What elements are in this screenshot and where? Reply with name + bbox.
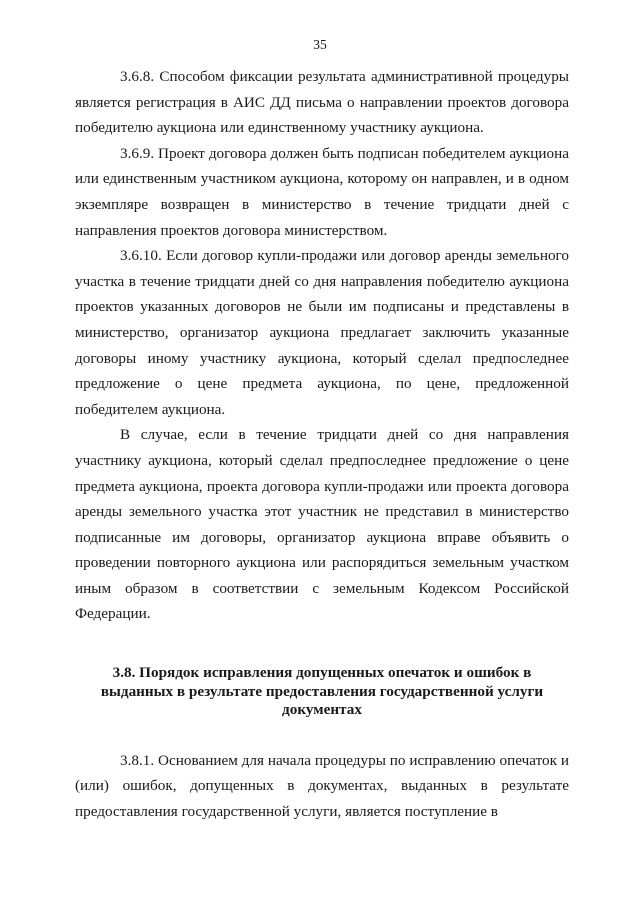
document-body: [75, 64, 569, 824]
paragraph-3-6-9: 3.6.9. Проект договора должен быть подписан победителем аукциона или единственным участником аукциона, которому он направлен, и в одном экземпляре возвращен в министерство в течение тридцати дней с направления проектов договора министерством.: [75, 144, 569, 239]
paragraph-3-8-1: 3.8.1. Основанием для начала процедуры по исправлению опечаток и (или) ошибок, допущенных в документах, выданных в результате предоставления государственной услуги, является поступление в: [75, 751, 569, 820]
paragraph-case: В случае, если в течение тридцати дней со дня направления участнику аукциона, который сделал предпоследнее предложение о цене предмета аукциона, проекта договора купли-продажи или проекта договора аренды земельного участка этот участник не представил в министерство подписанные им договоры, организатор аукциона вправе объявить о проведении повторного аукциона или распорядиться земельным участком иным образом в соответствии с земельным Кодексом Российской Федерации.: [75, 426, 569, 623]
paragraph-3-6-8: 3.6.8. Способом фиксации результата административной процедуры является регистрация в АИС ДД письма о направлении проектов договора победителю аукциона или единственному участнику аукциона.: [75, 68, 569, 137]
page-number: 35: [313, 37, 327, 52]
paragraph-3-6-10: 3.6.10. Если договор купли-продажи или договор аренды земельного участка в течение тридцати дней со дня направления победителю аукциона проектов указанных договоров не были им подписаны и представлены в министерство, организатор аукциона предлагает заключить указанные договоры иному участнику аукциона, который сделал предпоследнее предложение о цене предмета аукциона, по цене, предложенной победителем аукциона.: [75, 247, 569, 418]
section-heading-3-8: 3.8. Порядок исправления допущенных опечаток и ошибок в выданных в результате предоставления государственной услуги документах: [100, 664, 544, 719]
